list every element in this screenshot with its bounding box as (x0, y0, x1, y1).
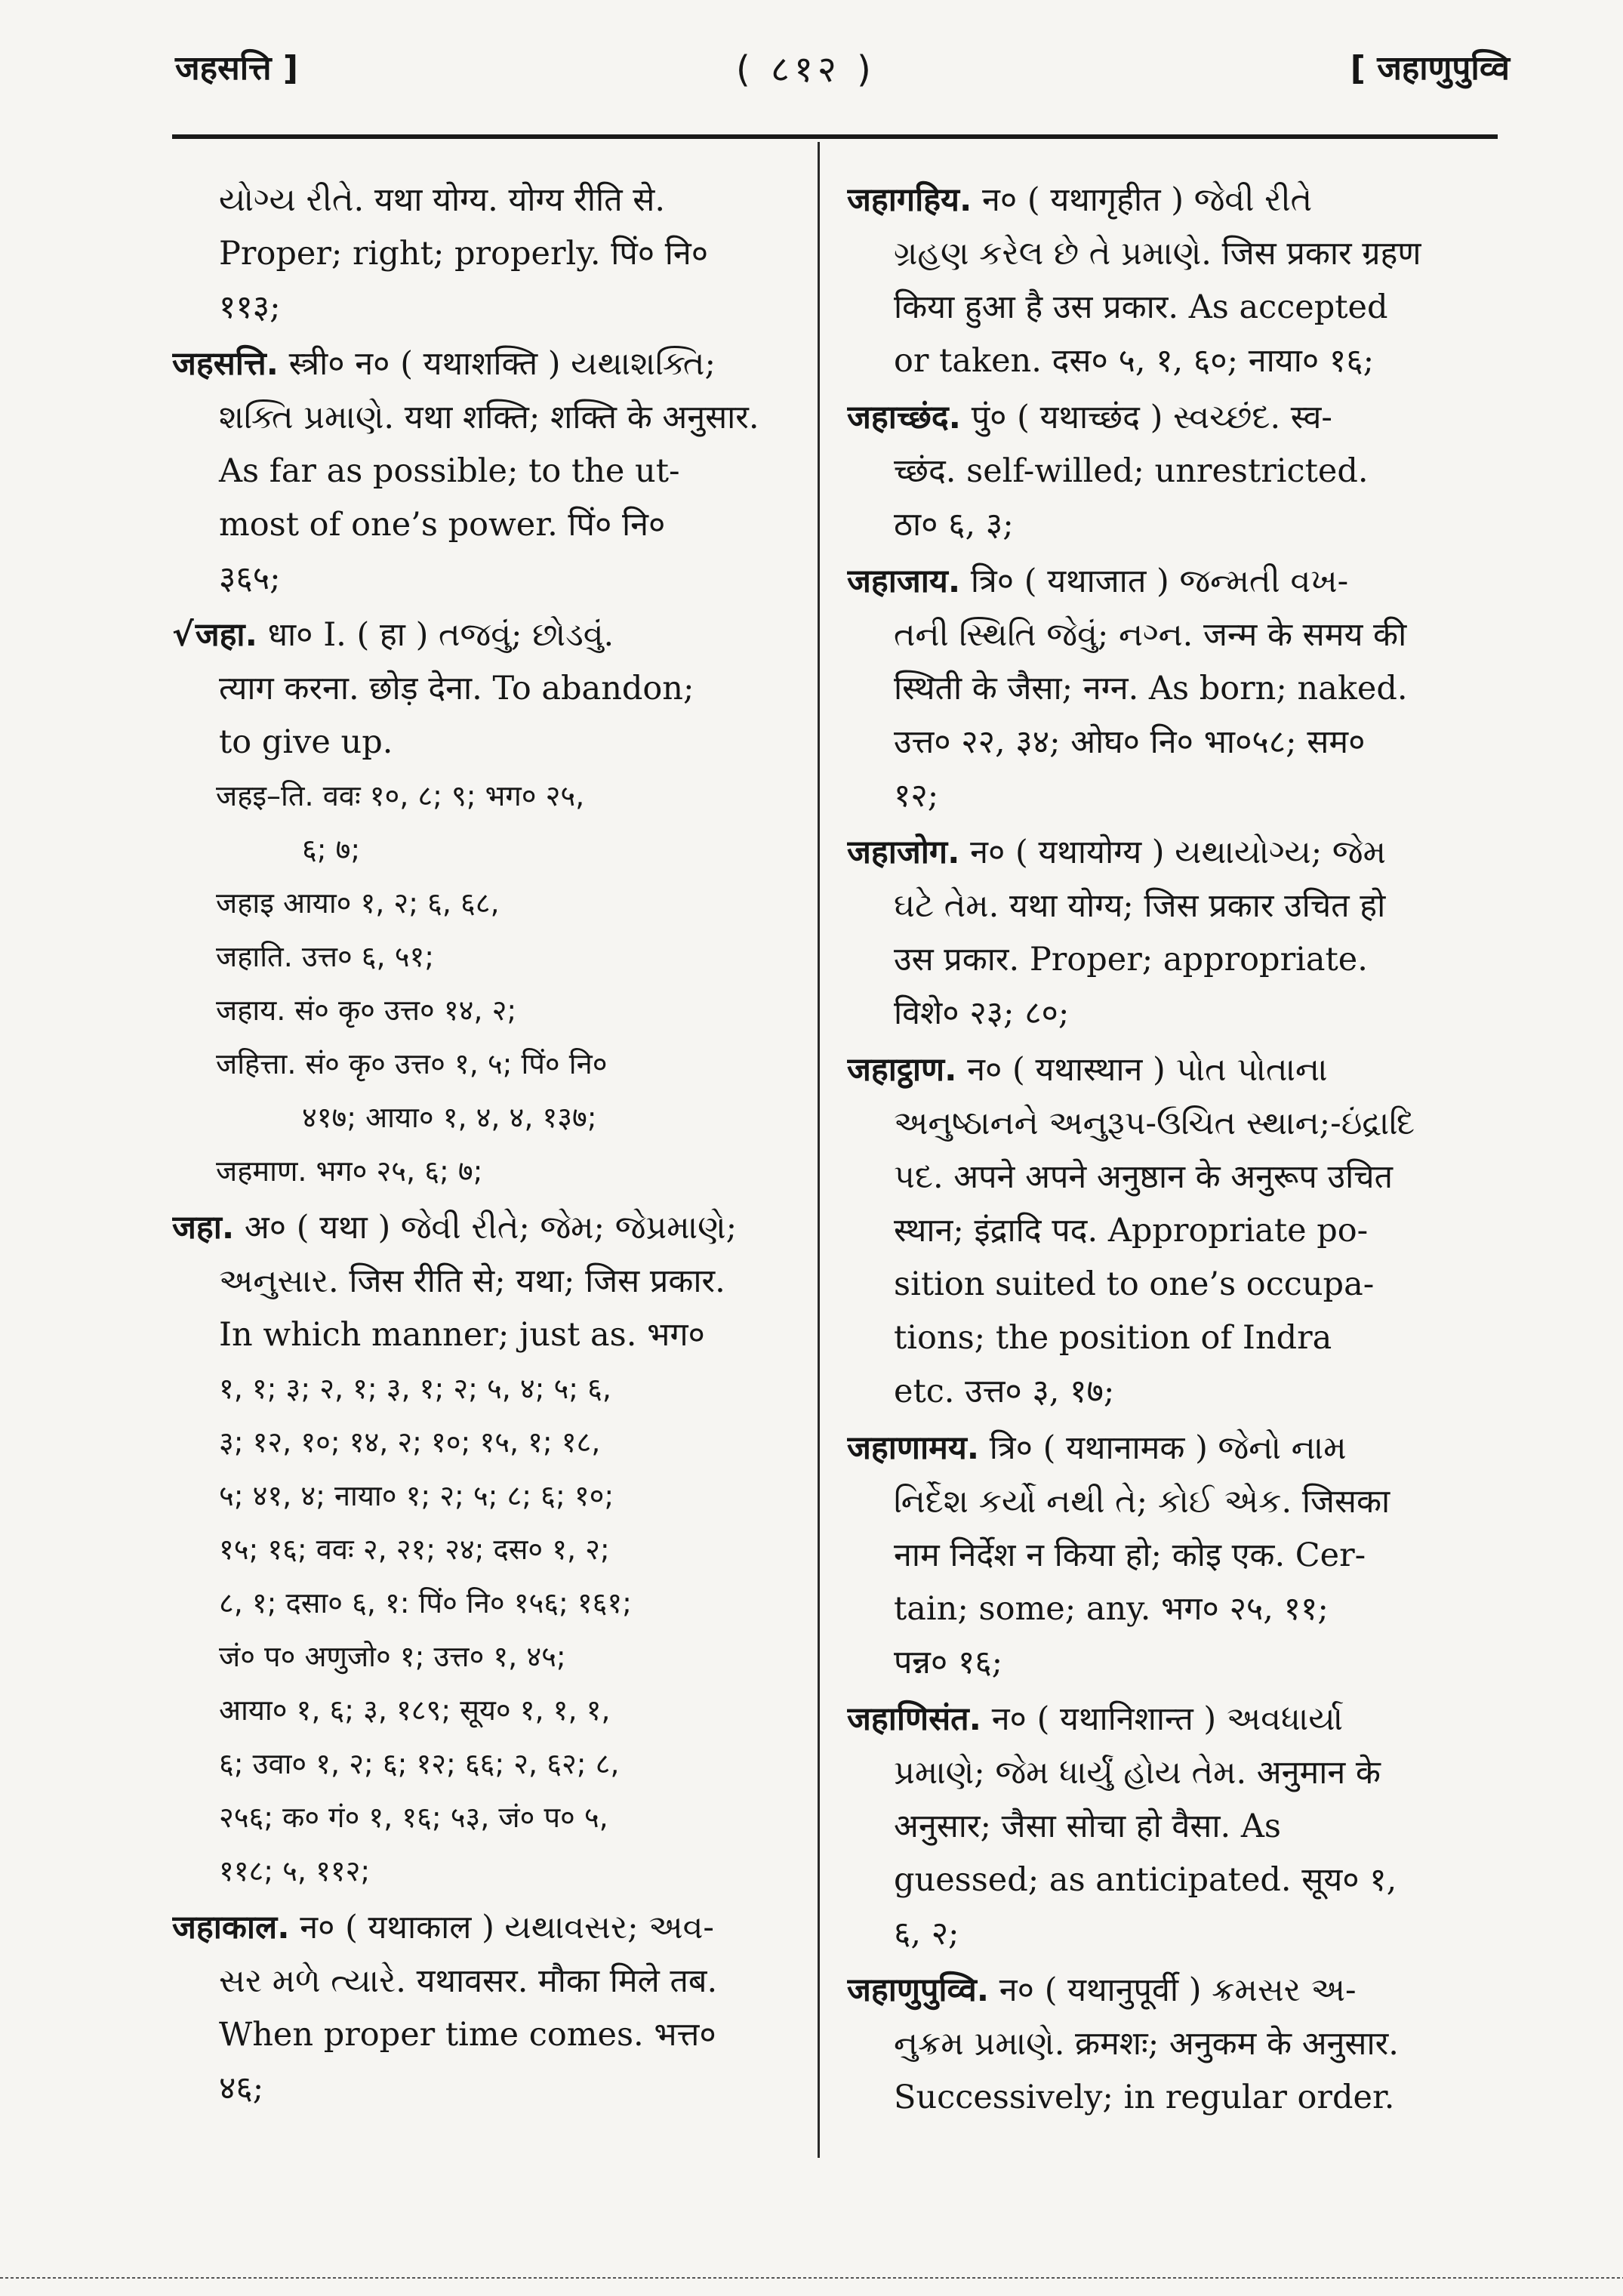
entry-first-line (172, 1901, 805, 1955)
entry-line: अनुसार; जैसा सोचा हो वैसा. As (894, 1808, 1281, 1845)
headword: जहा. (195, 616, 257, 654)
entry-line: પ્રમાણે; જેમ ધાર્યું હોય તેમ. अनुमान के (894, 1754, 1381, 1792)
entry-line: किया हुआ है उस प्रकार. As accepted (894, 288, 1388, 326)
entry-jahajaya (847, 555, 1498, 823)
right-column (847, 174, 1498, 2128)
entry-text: न० ( यथागृहीत ) જેવી રીતે (982, 181, 1313, 219)
headword: जहाजोग. (847, 834, 960, 871)
entry-line: most of one’s power. पिं० नि० (219, 506, 666, 544)
running-head-right: [ जहाणुपुव्वि (1350, 49, 1510, 88)
entry-line: ४६; (219, 2069, 264, 2107)
entry-text: पुं० ( यथाच्छंद ) સ્વચ્છંદ. स्व- (971, 399, 1332, 436)
headword: जहाकाल. (172, 1909, 290, 1946)
entry-line: Proper; right; properly. पिं० नि० (219, 235, 709, 273)
entry-jahanamaya (847, 1422, 1498, 1690)
headword: जहाणामय. (847, 1429, 980, 1467)
sub-form-line: जहइ–ति. ववः १०, ८; ९; भग० २५, (216, 779, 585, 812)
entry-line: શક્તિ પ્રમાણે. यथा शक्ति; शक्ति के अनुसार. (219, 399, 759, 436)
header-rule (172, 134, 1498, 139)
entry-first-line (172, 337, 805, 391)
entry-jahajoga (847, 826, 1498, 1040)
entry-line: ३६५; (219, 559, 281, 597)
entry-line: Successively; in regular order. (894, 2079, 1395, 2116)
entry-line: उत्त० २२, ३४; ओघ० नि० भा०५८; सम० (894, 723, 1366, 761)
column-divider (818, 142, 820, 2158)
reference-line: आया० १, ६; ३, १८९; सूय० १, १, १, (219, 1693, 611, 1727)
entry-line: विशे० २३; ८०; (894, 994, 1070, 1032)
entry-line: In which manner; just as. भग० (219, 1316, 705, 1354)
entry-line: स्थिती के जैसा; नग्न. As born; naked. (894, 670, 1408, 707)
headword: जहाणिसंत. (847, 1700, 982, 1738)
entry-text: न० ( यथायोग्य ) યથાયોગ્ય; જેમ (970, 834, 1386, 871)
headword: जहागहिय. (847, 181, 972, 219)
headword: जहसत्ति. (172, 345, 279, 383)
entry-line: tain; some; any. भग० २५, ११; (894, 1590, 1329, 1628)
entry-text: न० ( यथाकाल ) યથાવસર; અવ- (300, 1909, 714, 1946)
entry-jahanisanta (847, 1693, 1498, 1961)
entry-line: યોગ્ય રીતે. यथा योग्य. योग्य रीति से. (219, 181, 666, 219)
entry-line: ગ્રહણ કરેલ છે તે પ્રમાણે. जिस प्रकार ग्रहण (894, 235, 1421, 273)
entry-line: ठा० ६, ३; (894, 506, 1014, 544)
headword: जहाणुपुव्वि. (847, 1971, 990, 2009)
headword: जहाट्ठाण. (847, 1051, 957, 1089)
entry-line: As far as possible; to the ut- (219, 452, 680, 490)
entry-text: न० ( यथानिशान्त ) અવધાર્યા (991, 1700, 1344, 1738)
entry-first-line (847, 1693, 1498, 1746)
entry-first-line (172, 1201, 805, 1255)
entry-line: ઘટે તેમ. यथा योग्य; जिस प्रकार उचित हो (894, 887, 1386, 925)
page-number: ( ८१२ ) (736, 48, 876, 91)
entry-line: त्याग करना. छोड़ देना. To abandon; (219, 670, 694, 707)
entry-line: sition suited to one’s occupa- (894, 1265, 1375, 1303)
left-column (172, 174, 805, 2119)
entry-line: १२; (894, 777, 939, 815)
headword: जहा. (172, 1209, 235, 1247)
sub-form-line: जहाइ आया० १, २; ६, ६८, (216, 886, 500, 920)
entry-first-line (847, 826, 1498, 880)
headword: जहाच्छंद. (847, 399, 962, 436)
entry-first-line (172, 609, 805, 662)
entry-first-line (847, 555, 1498, 609)
entry-text: त्रि० ( यथानामक ) જેનો નામ (989, 1429, 1347, 1467)
entry-jahagahiya (847, 174, 1498, 388)
entry-first-line (847, 391, 1498, 445)
sub-form-line: जहमाण. भग० २५, ६; ७; (216, 1154, 483, 1188)
entry-line: guessed; as anticipated. सूय० १, (894, 1861, 1397, 1899)
footer-rule (0, 2277, 1623, 2279)
entry-line: च्छंद. self-willed; unrestricted. (894, 452, 1369, 490)
entry-jahachchhanda (847, 391, 1498, 552)
entry-jahatthana (847, 1043, 1498, 1419)
entry-line: पन्न० १६; (894, 1644, 1003, 1681)
entry-line: When proper time comes. भत्त० (219, 2016, 716, 2054)
reference-line: ८, १; दसा० ६, १: पिं० नि० १५६; १६१; (219, 1586, 632, 1620)
entry-jaha-verb (172, 609, 805, 1198)
entry-first-line (847, 1964, 1498, 2017)
sub-form-line: ६; ७; (302, 833, 361, 866)
entry-text: न० ( यथानुपूर्वी ) ક્રમસર અ- (999, 1971, 1357, 2009)
entry-line: tions; the position of Indra (894, 1319, 1332, 1357)
sub-form-line: ४१७; आया० १, ४, ४, १३७; (302, 1101, 597, 1134)
entry-line: નિર્દેશ કર્યો નથી તે; કોઈ એક. जिसका (894, 1483, 1390, 1521)
entry-line: ६, २; (894, 1915, 959, 1952)
entry-line: स्थान; इंद्रादि पद. Appropriate po- (894, 1212, 1369, 1250)
entry-text: स्त्री० न० ( यथाशक्ति ) યથાશક્તિ; (288, 345, 716, 383)
entry-line: નુક્રમ પ્રમાણે. क्रमशः; अनुकम के अनुसार. (894, 2025, 1399, 2063)
entry-jahakala (172, 1901, 805, 2116)
entry-jahasatti (172, 337, 805, 606)
check-mark-icon: √ (172, 616, 194, 654)
reference-line: ११८; ५, ११२; (219, 1854, 371, 1888)
entry-line: અનુસાર. जिस रीति से; यथा; जिस प्रकार. (219, 1262, 725, 1300)
reference-line: १५; १६; ववः २, २१; २४; दस० १, २; (219, 1533, 610, 1566)
entry-first-line (847, 174, 1498, 227)
reference-line: ३; १२, १०; १४, २; १०; १५, १; १८, (219, 1425, 601, 1459)
entry-first-line (847, 1422, 1498, 1475)
reference-line: जं० प० अणुजो० १; उत्त० १, ४५; (219, 1640, 566, 1673)
entry-text: अ० ( यथा ) જેવી રીતે; જેમ; જેપ્રમાણે; (244, 1209, 738, 1247)
entry-line: उस प्रकार. Proper; appropriate. (894, 941, 1368, 978)
entry-text: धा० I. ( हा ) તજવું; છોડવું. (267, 616, 614, 654)
reference-line: २५६; क० गं० १, १६; ५३, जं० प० ५, (219, 1801, 608, 1834)
entry-continuation (172, 174, 805, 334)
sub-form-line: जहाय. सं० कृ० उत्त० १४, २; (216, 994, 517, 1027)
entry-jaha-adverb (172, 1201, 805, 1898)
entry-line: અનુષ્ઠાનને અનુરૂપ-ઉચિત સ્થાન;-ઇંદ્રાદિ (894, 1105, 1415, 1142)
reference-line: ५; ४१, ४; नाया० १; २; ५; ८; ६; १०; (219, 1479, 614, 1512)
sub-form-line: जहित्ता. सं० कृ० उत्त० १, ५; पिं० नि० (216, 1047, 608, 1080)
entry-line: તની સ્થિતિ જેવું; નગ્ન. जन्म के समय की (894, 616, 1407, 654)
entry-text: त्रि० ( यथाजात ) જન્મતી વખ- (970, 562, 1349, 600)
entry-text: न० ( यथास्थान ) પોત પોતાના (967, 1051, 1328, 1089)
running-head-left: जहसत्ति ] (175, 49, 298, 88)
entry-first-line (847, 1043, 1498, 1097)
sub-form-line: जहाति. उत्त० ६, ५१; (216, 940, 435, 973)
reference-line: ६; उवा० १, २; ६; १२; ६६; २, ६२; ८, (219, 1747, 620, 1780)
entry-line: नाम निर्देश न किया हो; कोइ एक. Cer- (894, 1536, 1366, 1574)
headword: जहाजाय. (847, 562, 961, 600)
entry-line: etc. उत्त० ३, १७; (894, 1373, 1115, 1410)
entry-jahanupuvvi (847, 1964, 1498, 2125)
entry-line: પદ. अपने अपने अनुष्ठान के अनुरूप उचित (894, 1158, 1394, 1196)
reference-line: १, १; ३; २, १; ३, १; २; ५, ४; ५; ६, (219, 1372, 612, 1405)
entry-line: ११३; (219, 288, 281, 326)
entry-line: to give up. (219, 723, 393, 761)
entry-line: સર મળે ત્યારે. यथावसर. मौका मिले तब. (219, 1962, 718, 2000)
entry-line: or taken. दस० ५, १, ६०; नाया० १६; (894, 342, 1375, 380)
